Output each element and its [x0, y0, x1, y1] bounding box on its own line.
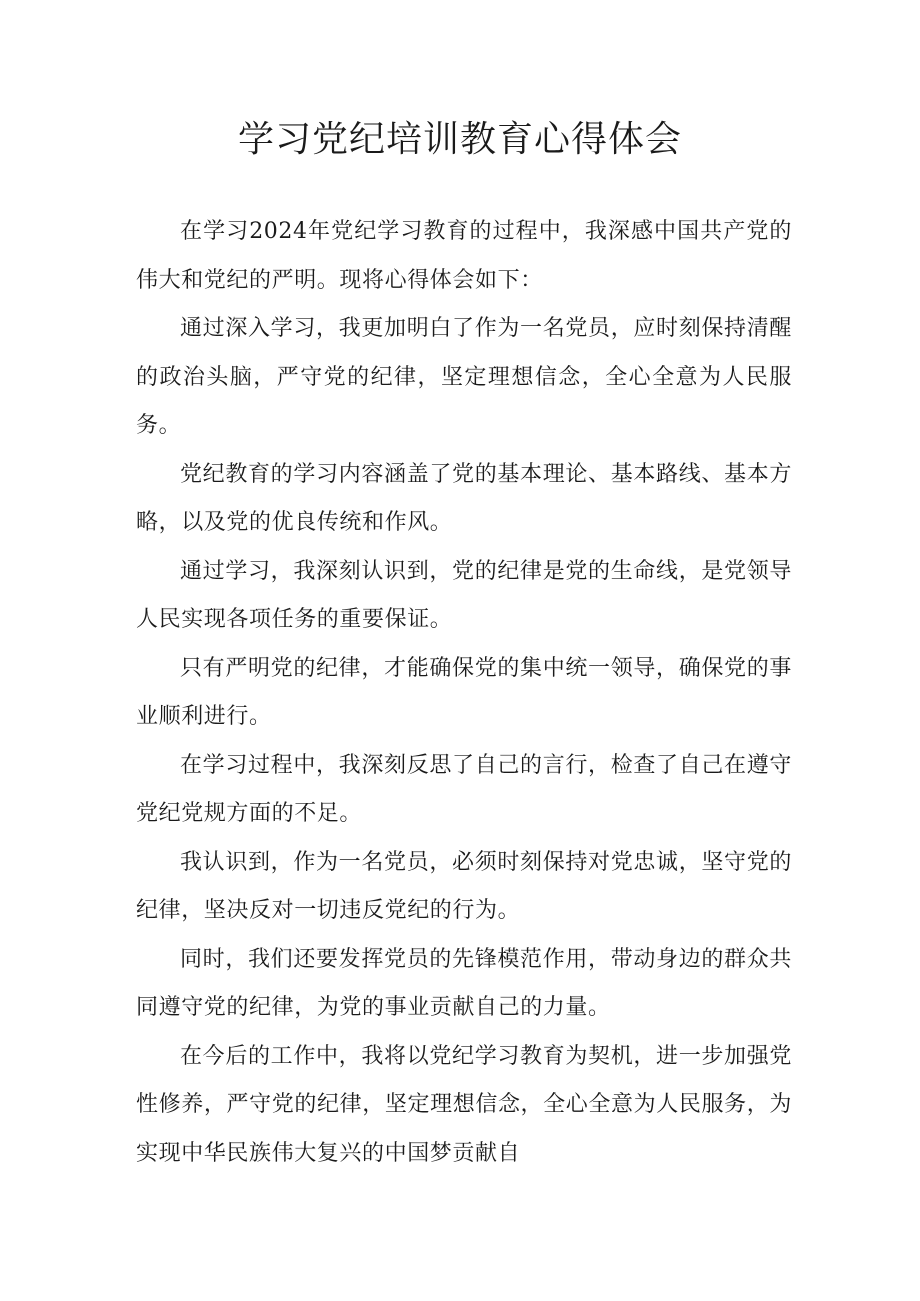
paragraph-3: 党纪教育的学习内容涵盖了党的基本理论、基本路线、基本方略，以及党的优良传统和作风。	[136, 461, 792, 535]
paragraph-6: 在学习过程中，我深刻反思了自己的言行，检查了自己在遵守党纪党规方面的不足。	[136, 752, 792, 826]
paragraph-5: 只有严明党的纪律，才能确保党的集中统一领导，确保党的事业顺利进行。	[136, 655, 792, 729]
paragraph-1: 在学习2024年党纪学习教育的过程中，我深感中国共产党的伟大和党纪的严明。现将心得体会如下：	[136, 219, 792, 293]
document-title: 学习党纪培训教育心得体会	[237, 119, 682, 160]
paragraph-4: 通过学习，我深刻认识到，党的纪律是党的生命线，是党领导人民实现各项任务的重要保证。	[136, 558, 792, 632]
paragraph-9: 在今后的工作中，我将以党纪学习教育为契机，进一步加强党性修养，严守党的纪律，坚定理想信念，全心全意为人民服务，为实现中华民族伟大复兴的中国梦贡献自	[136, 1043, 792, 1166]
document-body	[136, 208, 792, 1178]
paragraph-7: 我认识到，作为一名党员，必须时刻保持对党忠诚，坚守党的纪律，坚决反对一切违反党纪的行为。	[136, 849, 792, 923]
paragraph-2: 通过深入学习，我更加明白了作为一名党员，应时刻保持清醒的政治头脑，严守党的纪律，坚定理想信念，全心全意为人民服务。	[136, 316, 792, 438]
paragraph-8: 同时，我们还要发挥党员的先锋模范作用，带动身边的群众共同遵守党的纪律，为党的事业贡献自己的力量。	[136, 946, 792, 1020]
